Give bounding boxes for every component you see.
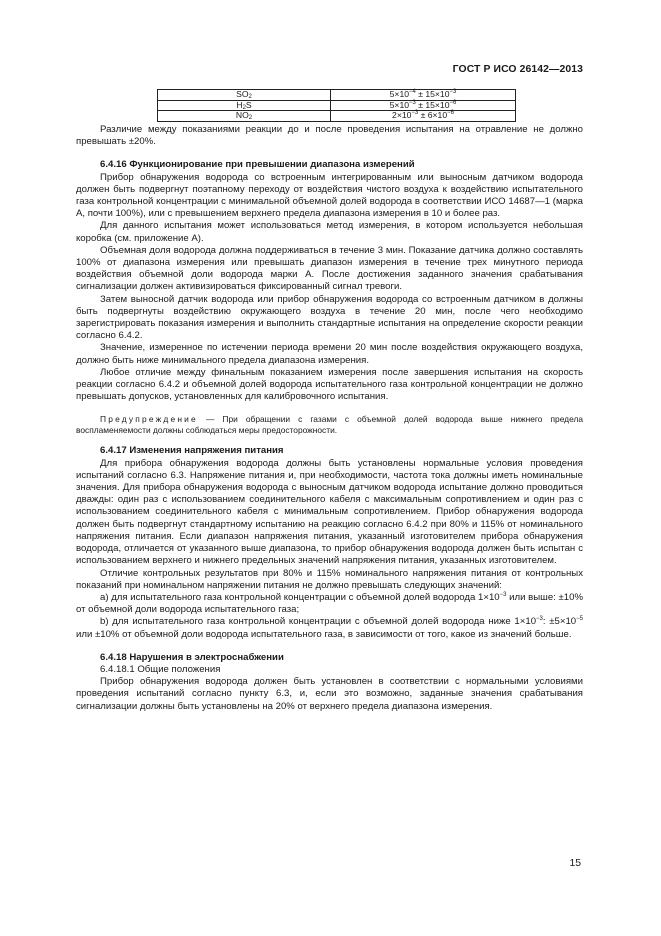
paragraph: Для данного испытания может использоваться метод измерения, в котором используется небольшая коробка (см. приложение А). [76,220,583,244]
gas-cell: $NO_2$ [158,111,331,122]
list-item-b: b) для испытательного газа контрольной концентрации с объемной долей водорода ниже $1\times 10^{-3}$: $\pm 5\times 10^{-5}$ или ±10% от объемной доли водорода испытательного газа, в зависимости от того, какое из значений больше. [76,616,583,640]
gas-concentration-table [157,89,516,122]
paragraph: Отличие контрольных результатов при 80% и 115% номинального напряжения питания от контрольных показаний при номинальном напряжении питания не должно превышать следующих значений: [76,567,583,591]
paragraph: Значение, измеренное по истечении периода времени 20 мин после воздействия окружающего воздуха, должно быть ниже минимального предела диапазона измерения. [76,342,583,366]
table-row [158,111,516,122]
warning-note [76,414,583,436]
concentration-cell: $5\times 10^{-3} \pm 15\times 10^{-6}$ [331,100,516,111]
warning-text: — При обращении с газами с объемной долей водорода выше нижнего предела воспламеняемости должны соблюдаться меры предосторожности. [76,414,583,436]
gas-cell: $H_2S$ [158,100,331,111]
section-heading-6-4-17: 6.4.17 Изменения напряжения питания [100,445,284,457]
section-heading-6-4-18: 6.4.18 Нарушения в электроснабжении [100,651,284,663]
concentration-cell: $2\times 10^{-3} \pm 6\times 10^{-6}$ [331,111,516,122]
paragraph: Для прибора обнаружения водорода должны быть установлены нормальные условия проведения испытаний согласно 6.3. Напряжение питания и, при необходимости, частота тока должны иметь номинальные значения. Для прибора обнаружения водорода с выносным датчиком водорода испытание должно проводиться дважды: один раз с использованием соединительного кабеля с максимальным сопротивлением и один раз с использованием соединительного кабеля с минимальным сопротивлением. Прибор обнаружения водорода должен быть подвергнут стандартному испытанию на реакцию согласно 6.4.2 при 80% и 115% от номинального напряжения питания. Если диапазон напряжения питания, указанный изготовителем прибора обнаружения водорода, отличается от указанного выше диапазона, то прибор обнаружения водорода должен быть испытан с использованием верхнего и нижнего предельных значений напряжения питания, указанных изготовителем. [76,457,583,567]
subsection-heading-6-4-18-1: 6.4.18.1 Общие положения [100,663,221,675]
section-heading-6-4-16: 6.4.16 Функционирование при превышении диапазона измерений [100,159,415,171]
paragraph: Прибор обнаружения водорода со встроенным интегрированным или выносным датчиком водорода должен быть подвергнут поэтапному переходу от воздействия чистого воздуха к воздействию испытательного газа контрольной концентрации с минимальной объемной долей водорода в соответствии ИСО 14687—1 (марка А, почти 100%), или с превышением верхнего предела диапазона измерения в 10 и более раз. [76,171,583,220]
concentration-cell: $5\times 10^{-4} \pm 15\times 10^{-3}$ [331,90,516,101]
list-item-a: а) для испытательного газа контрольной концентрации с объемной долей водорода $1\times 10^{-3}$ или выше: ±10% от объемной доли водорода испытательного газа; [76,591,583,616]
paragraph: Прибор обнаружения водорода должен быть установлен в соответствии с нормальными условиями проведения испытаний согласно пункту 6.3, и, если это возможно, заданные значения срабатывания сигнализации должны быть установлены на 20% от верхнего предела диапазона измерения. [76,676,583,712]
table-row [158,100,516,111]
document-body [76,124,583,713]
warning-label: Предупреждение [100,414,198,425]
paragraph: Любое отличие между финальным показанием измерения после завершения испытания на скорость реакции согласно 6.4.2 и объемной долей водорода испытательного газа контрольной концентрации не должно превышать допусков, установленных для калибровочного испытания. [76,366,583,403]
paragraph: Объемная доля водорода должна поддерживаться в течение 3 мин. Показание датчика должно составлять 100% от диапазона измерения или превышать диапазон измерения в течение трех минутного периода воздействия объемной доли водорода марки А. После достижения заданного значения срабатывания сигнализации должен активизироваться фиксированный сигнал тревоги. [76,244,583,293]
paragraph: Затем выносной датчик водорода или прибор обнаружения водорода со встроенным датчиком в должны быть подвергнуты воздействию окружающего воздуха в течение 20 мин, после чего необходимо зарегистрировать показания измерения и выполнить стандартные испытания на определение скорости реакции согласно 6.4.2. [76,293,583,342]
document-header: ГОСТ Р ИСО 26142—2013 [452,64,583,75]
paragraph: Различие между показаниями реакции до и после проведения испытания на отравление не должно превышать ±20%. [76,124,583,148]
table-row [158,90,516,101]
page-number: 15 [569,858,581,869]
gas-cell: $SO_2$ [158,90,331,101]
